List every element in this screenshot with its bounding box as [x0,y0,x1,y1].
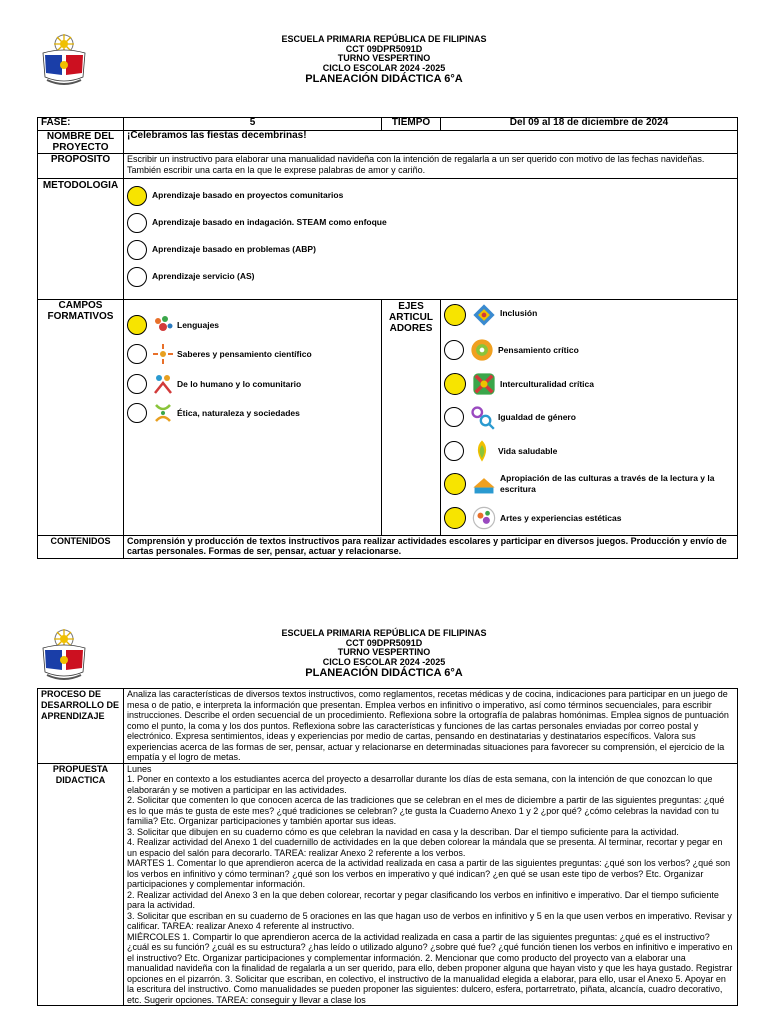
school-shift: TURNO VESPERTINO [337,647,431,657]
selected-circle-icon[interactable] [444,373,466,395]
metodologia-label: METODOLOGIA [38,179,124,300]
option-label: Interculturalidad crítica [500,378,594,389]
interculturalidad-icon [471,371,497,397]
fase-label: FASE: [38,118,124,131]
propuesta-line: 1. Poner en contexto a los estudiantes acerca del proyecto a desarrollar durante los días de esta semana, con la intención de que conozcan lo que elaborarán y se motiven a participar en las actividades. [127,774,713,795]
eje-option[interactable] [444,367,734,401]
school-name: ESCUELA PRIMARIA REPÚBLICA DE FILIPINAS [281,628,487,638]
pensamiento-icon [469,337,495,363]
propuesta-line: 2. Realizar actividad del Anexo 3 en la que deben colorear, recortar y pegar clasificando los verbos en infinitivo e imperativo. Dar el tiempo suficiente para la actividad. [127,889,719,910]
eje-option[interactable] [444,401,734,435]
document-title: PLANEACIÓN DIDÁCTICA 6°A [305,667,463,679]
document-header [0,629,768,680]
tiempo-value: Del 09 al 18 de diciembre de 2024 [441,118,738,131]
option-label: De lo humano y lo comunitario [177,378,302,389]
option-label: Artes y experiencias estéticas [500,512,622,523]
metodologia-option[interactable] [127,236,734,263]
school-cycle: CICLO ESCOLAR 2024 -2025 [322,62,446,73]
nombre-value: ¡Celebramos las fiestas decembrinas! [124,131,738,154]
propuesta-line: 3. Solicitar que escriban en su cuaderno de 5 oraciones en las que hagan uso de verbos en infinitivo y 5 en la que usen verbos en imperativo. Revisar y calificar. TAREA: realizar Anexo 4 referente al instructivo. [127,910,732,931]
option-label: Ética, naturaleza y sociedades [177,408,300,418]
lectura-icon [471,471,497,497]
eje-option[interactable] [444,468,734,502]
pda-label: PROCESO DE DESARROLLO DE APRENDIZAJE [38,689,124,764]
propuesta-line: Lunes [127,763,152,774]
campo-option[interactable] [127,310,378,340]
selected-circle-icon[interactable] [444,304,466,326]
document-title: PLANEACIÓN DIDÁCTICA 6°A [305,73,463,85]
option-label: Apropiación de las culturas a través de la lectura y la escritura [500,473,715,495]
empty-circle-icon[interactable] [444,340,464,360]
metodologia-option[interactable] [127,209,734,236]
genero-icon [469,404,495,430]
saberes-icon [152,343,174,365]
eje-option[interactable] [444,501,734,535]
selected-circle-icon[interactable] [444,507,466,529]
contenidos-value: Comprensión y producción de textos instructivos para realizar actividades escolares y participar en diversos juegos. Producción y envío de cartas personales. Formas de ser, pensar, actuar y relacionarse. [124,535,738,558]
propuesta-value [124,763,738,1006]
selected-circle-icon[interactable] [127,186,147,206]
option-label: Igualdad de género [498,412,576,422]
planning-table-2 [37,688,738,1006]
propuesta-line: 2. Solicitar que comenten lo que conocen acerca de las tradiciones que se celebran en el mes de diciembre a partir de las siguientes preguntas: ¿qué es lo que más te gusta de este mes? ¿qué tradiciones se celebran? ¿te gusta la Cuaderno Anexo 1 y 2 ¿por qué? ¿cómo celebras la navidad con tu familia? Etc. Organizar participaciones y también aportar sus ideas. [127,795,725,826]
empty-circle-icon[interactable] [127,344,147,364]
eje-option[interactable] [444,300,734,334]
option-label: Vida saludable [498,445,558,456]
planning-table-1 [37,117,738,559]
empty-circle-icon[interactable] [444,407,464,427]
option-label: Aprendizaje basado en indagación. STEAM como enfoque [152,217,387,228]
proposito-value: Escribir un instructivo para elaborar una manualidad navideña con la intención de regalarla a un ser querido con motivo de las fechas navideñas. También escribir una carta en la que le exprese palabras de amor y cariño. [124,154,738,179]
option-label: Pensamiento crítico [498,345,579,355]
document-header [0,35,768,86]
school-shift: TURNO VESPERTINO [337,53,431,63]
propuesta-line: 3. Solicitar que dibujen en su cuaderno cómo es que celebran la navidad en casa y la describan. Dar el tiempo suficiente para la actividad. [127,826,679,837]
school-cycle: CICLO ESCOLAR 2024 -2025 [322,656,446,667]
school-cct: CCT 09DPR5091D [345,43,423,54]
option-label: Aprendizaje servicio (AS) [152,271,255,282]
pda-value: Analiza las características de diversos textos instructivos, como reglamentos, recetas médicas y de cocina, indicaciones para participar en un juego de mesa o de patio, e interpreta la información que presentan. Emplea verbos en infinitivo o imperativo, así como términos secuenciales, para escribir instrucciones. Describe el orden secuencial de un procedimiento. Reflexiona sobre la ortografía de palabras homónimas. Emplea signos de puntuación como el punto, la coma y los dos puntos. Reflexiona sobre las características y funciones de las cartas personales enviadas por correo postal y electrónico. Expresa sentimientos, ideas y experiencias por medio de cartas, pensando en destinatarias y destinatarios específicos. Valora sus experiencias acerca de las formas de ser, pensar, actuar y relacionarse en determinadas situaciones para favorecer su comprensión, el ejercicio de la empatía y el logro de metas. [124,689,738,764]
humano-icon [152,373,174,395]
selected-circle-icon[interactable] [127,315,147,335]
nombre-label: NOMBRE DEL PROYECTO [38,131,124,154]
proposito-label: PROPOSITO [38,154,124,179]
eje-option[interactable] [444,334,734,368]
ejes-label: EJES ARTICUL ADORES [382,300,441,536]
metodologia-option[interactable] [127,182,734,209]
eje-option[interactable] [444,434,734,468]
propuesta-line: MARTES 1. Comentar lo que aprendieron acerca de la actividad realizada en casa a partir de las siguientes preguntas: ¿qué son los verbos? ¿qué son los verbos en infinitivo y cómo terminan? ¿qué son los verbos en imperativo y qué indican? ¿en qué se usan este tipo de verbos? Etc. Organizar participaciones y complementar información. [127,858,731,889]
propuesta-line: MIÉRCOLES 1. Compartir lo que aprendieron acerca de la actividad realizada en casa a partir de las siguientes preguntas: ¿qué es el instructivo? ¿cuál es su función? ¿cuál es su estructura? ¿has leído o utilizado alguno? ¿sobre qué fue? ¿qué función tienen los verbos en infinitivo e imperativo en el instructivo? Etc. Organizar participaciones y complementar información. 2. Mencionar que como producto del proyecto van a elaborar una manualidad navideña con la finalidad de regalarla a un ser querido, para ello, deben proponer alguna que hayan visto y que les haya gustado. Registrar opciones en el pizarrón. 3. Solicitar que escriban, en colectivo, el instructivo de la manualidad elegida a elaborar, para ello, usar el Anexo 5. Apoyar en la escritura del instructivo. Como manualidades se pueden proponer las siguientes: dulcero, esfera, portarretrato, piñata, alcancía, cuadro decorativo, etc. Sugerir opciones. TAREA: conseguir y llevar a clase los [127,931,733,1005]
etica-icon [152,402,174,424]
propuesta-label: PROPUESTA DIDACTICA [38,763,124,1006]
campos-label: CAMPOS FORMATIVOS [38,300,124,536]
school-name: ESCUELA PRIMARIA REPÚBLICA DE FILIPINAS [281,34,487,44]
campo-option[interactable] [127,369,378,399]
option-label: Saberes y pensamiento científico [177,349,312,359]
propuesta-line: 4. Realizar actividad del Anexo 1 del cuadernillo de actividades en la que deben colorear la mándala que se presenta. Al terminar, recortar y pegar en un espacio del salón para decorarlo. TAREA: realizar Anexo 2 referente a los verbos. [127,837,723,858]
inclusion-icon [471,302,497,328]
empty-circle-icon[interactable] [127,374,147,394]
campo-option[interactable] [127,399,378,429]
empty-circle-icon[interactable] [127,213,147,233]
fase-value: 5 [124,118,382,131]
option-label: Aprendizaje basado en proyectos comunitarios [152,190,344,201]
vida-icon [469,438,495,464]
contenidos-label: CONTENIDOS [38,535,124,558]
empty-circle-icon[interactable] [127,403,147,423]
option-label: Aprendizaje basado en problemas (ABP) [152,244,316,255]
lenguajes-icon [152,314,174,336]
school-cct: CCT 09DPR5091D [345,637,423,648]
tiempo-label: TIEMPO [382,118,441,131]
empty-circle-icon[interactable] [127,267,147,287]
empty-circle-icon[interactable] [444,441,464,461]
option-label: Lenguajes [177,319,220,330]
metodologia-option[interactable] [127,263,734,290]
option-label: Inclusión [500,308,538,318]
campo-option[interactable] [127,340,378,370]
selected-circle-icon[interactable] [444,473,466,495]
artes-icon [471,505,497,531]
empty-circle-icon[interactable] [127,240,147,260]
